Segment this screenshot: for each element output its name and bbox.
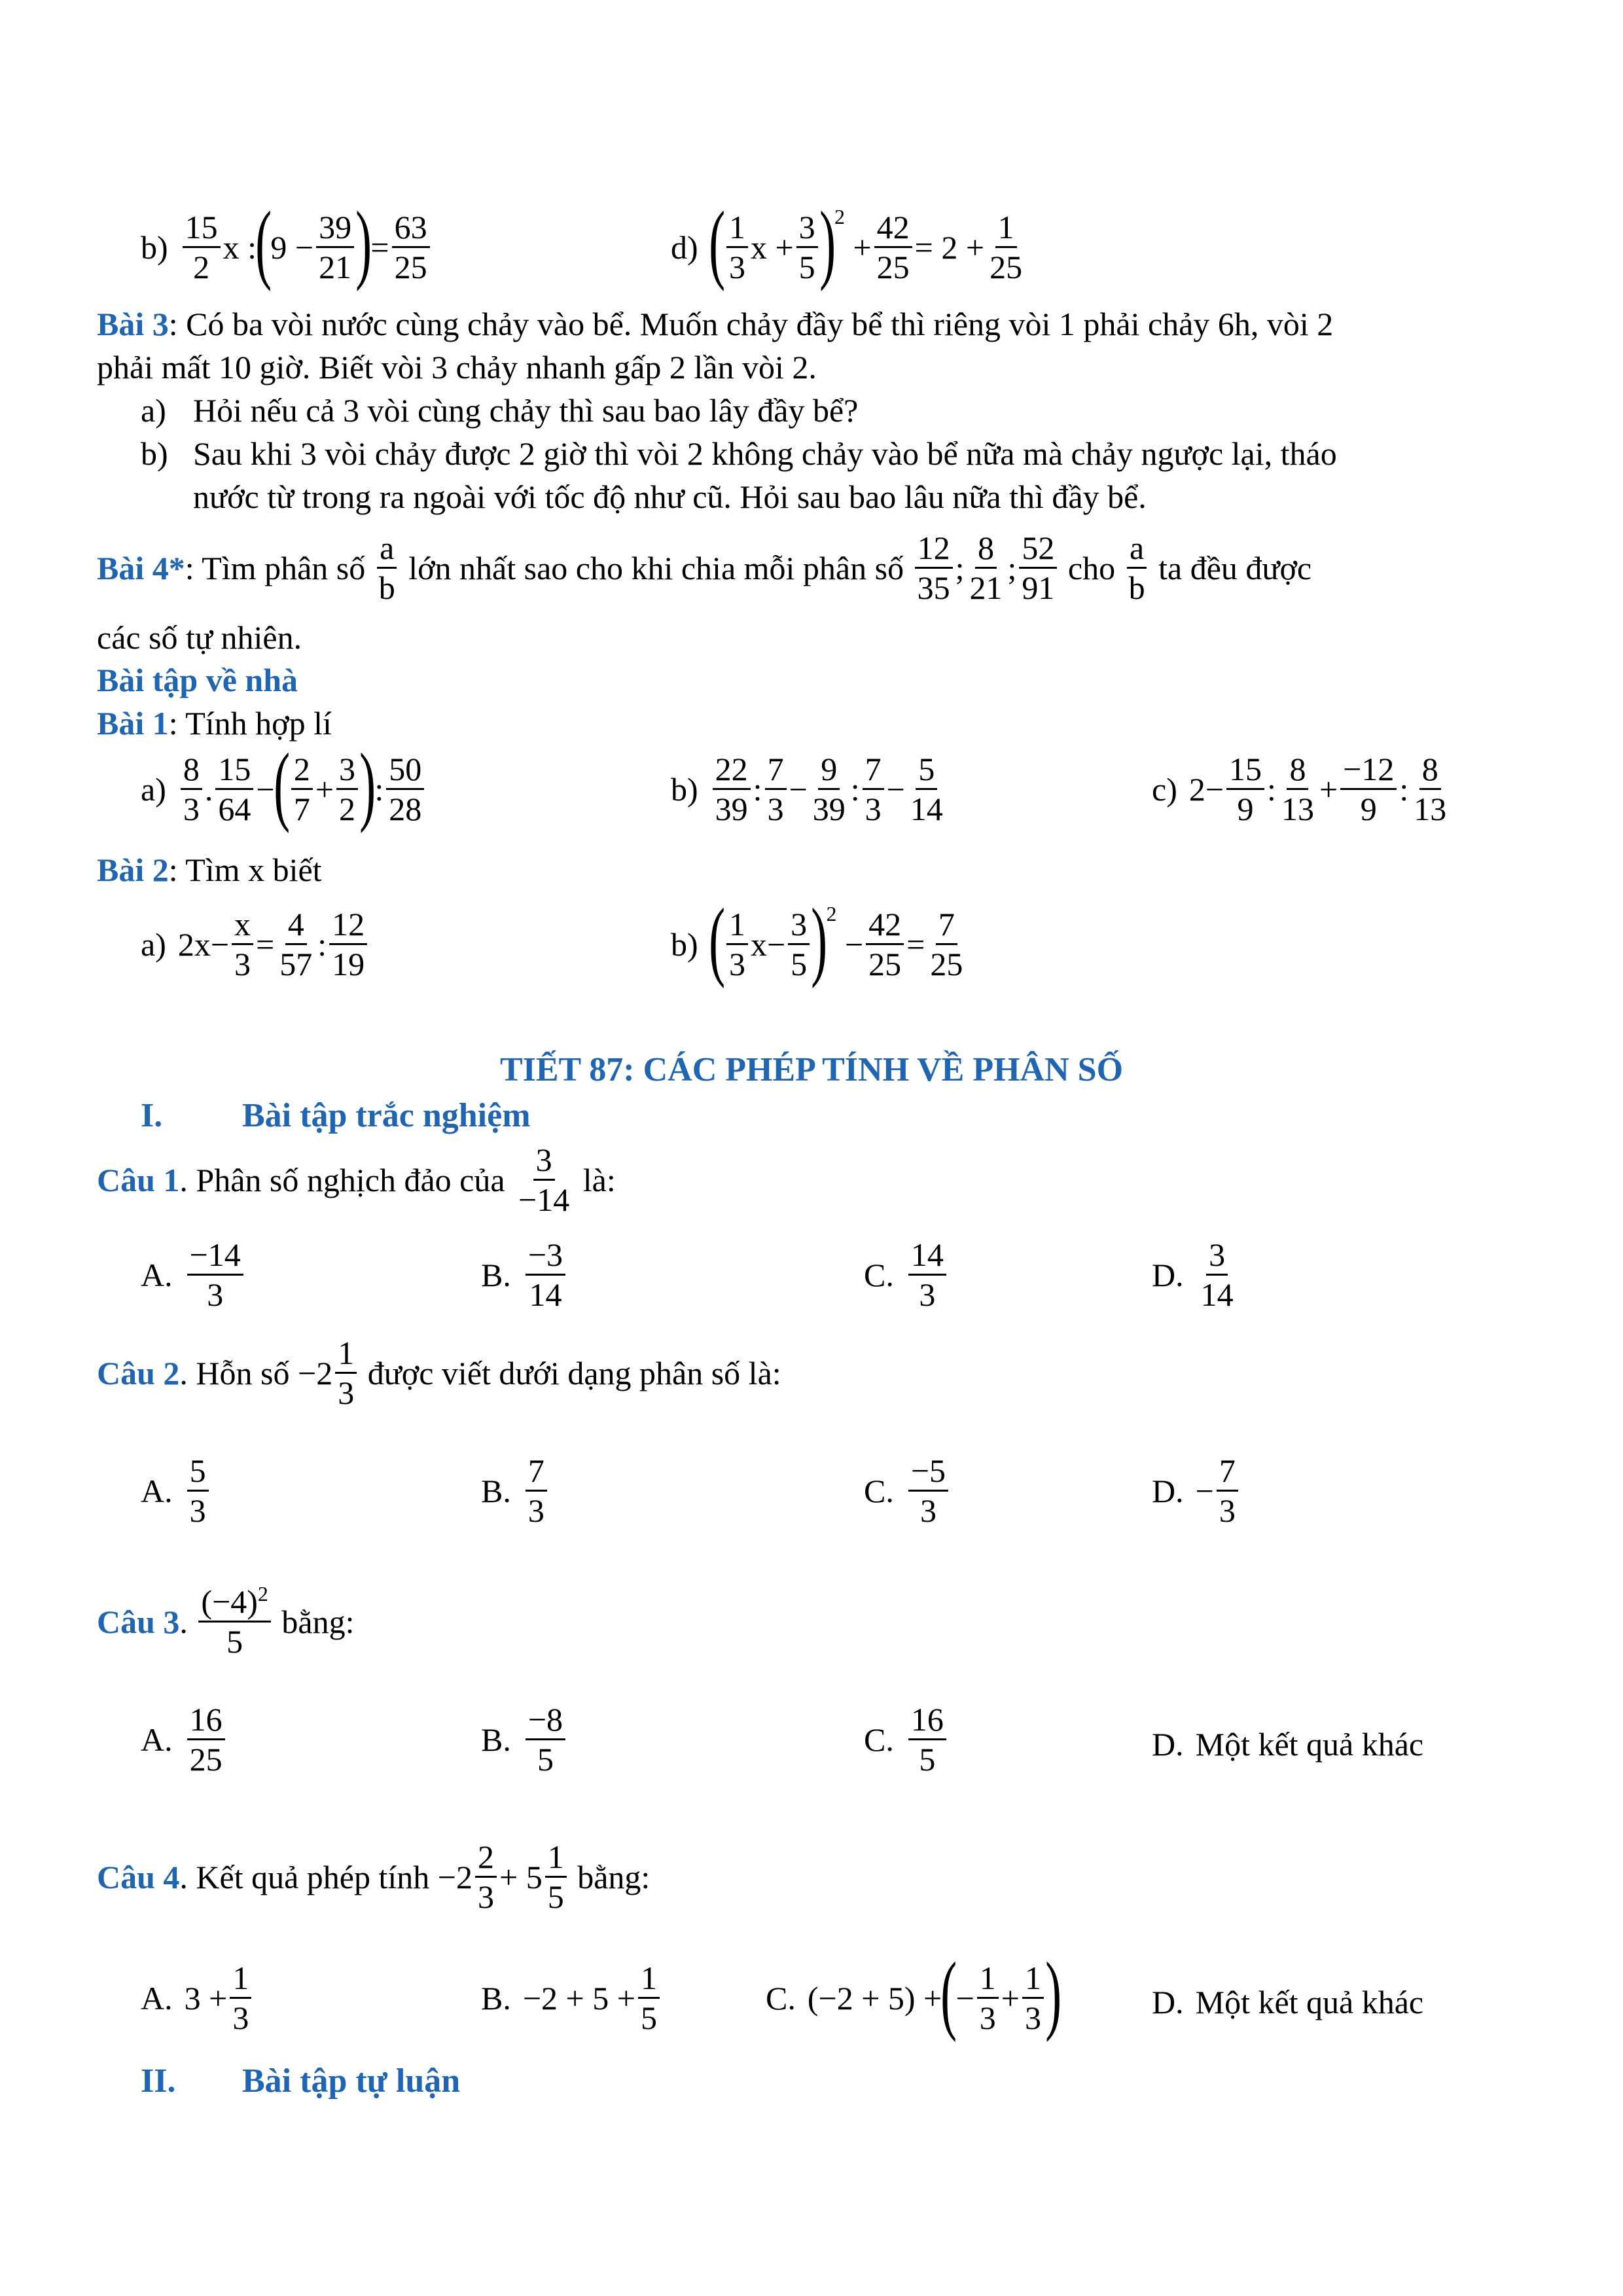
cau2-option-c[interactable]: C. $\frac{-5}{3}$ [864, 1453, 951, 1528]
hw-bai1-b: b) $\frac{22}{39}$ : $\frac{7}{3}$ − $\frac{9}{39}$ : $\frac{7}{3}$ − $\frac{5}{14}$ [671, 751, 943, 827]
bai3-line1: Bài 3: Có ba vòi nước cùng chảy vào bể. Muốn chảy đầy bể thì riêng vòi 1 phải chảy 6h, vòi 2 [97, 306, 1334, 342]
cau2-option-b[interactable]: B. $\frac{7}{3}$ [481, 1453, 550, 1528]
fraction: $\frac{1}{3}$ [726, 209, 748, 285]
cau1-question: Câu 1 . Phân số nghịch đảo của $\frac{3}{-14}$ là: [97, 1141, 616, 1218]
fraction: $\frac{a}{b}$ [376, 530, 398, 605]
cau4-option-d[interactable]: D. Một kết quả khác [1152, 1984, 1424, 2020]
cau2-option-a[interactable]: A. $\frac{5}{3}$ [141, 1453, 211, 1528]
cau4-option-a[interactable]: A. 3 + $\frac{1}{3}$ [141, 1960, 254, 2036]
bai4-title: Bài 4* [97, 549, 185, 586]
section-2: II. Bài tập tự luận [141, 2062, 461, 2100]
label: b) [141, 228, 168, 266]
fraction: $\frac{3}{5}$ [796, 209, 818, 285]
bai3-title: Bài 3 [97, 306, 169, 342]
cau2-question: Câu 2 . Hỗn số −2 $\frac{1}{3}$ được viết dưới dạng phân số là: [97, 1335, 781, 1411]
fraction: $\frac{63}{25}$ [392, 209, 430, 285]
fraction: $\frac{39}{21}$ [316, 209, 354, 285]
equation-d: d) ( $\frac{1}{3}$ x + $\frac{3}{5}$ ) 2 + $\frac{42}{25}$ = 2 + $\frac{1}{25}$ [671, 209, 1027, 285]
cau1-option-b[interactable]: B. $\frac{-3}{14}$ [481, 1237, 568, 1312]
cau1-option-c[interactable]: C. $\frac{14}{3}$ [864, 1237, 949, 1312]
hw-bai1-c: c) 2 − $\frac{15}{9}$ : $\frac{8}{13}$ + $\frac{-12}{9}$ : $\frac{8}{13}$ [1152, 751, 1447, 827]
fraction: $\frac{15}{2}$ [183, 209, 221, 285]
cau3-question: Câu 3 . $\frac{(-4)^2}{5}$ bằng: [97, 1582, 355, 1660]
bai3-b: b) Sau khi 3 vòi chảy được 2 giờ thì vòi 2 không chảy vào bể nữa mà chảy ngược lại, tháo [141, 435, 1337, 472]
fraction: $\frac{a}{b}$ [1126, 530, 1148, 605]
paren-open: ( [255, 194, 272, 293]
lesson-title: TIẾT 87: CÁC PHÉP TÍNH VỀ PHÂN SỐ [499, 1051, 1124, 1088]
label: d) [671, 228, 698, 266]
bai3-line2: phải mất 10 giờ. Biết vòi 3 chảy nhanh gấp 2 lần vòi 2. [97, 349, 817, 386]
cau1-option-d[interactable]: D. $\frac{3}{14}$ [1152, 1236, 1234, 1313]
homework-title: Bài tập về nhà [97, 662, 298, 698]
hw-bai1: Bài 1: Tính hợp lí [97, 705, 332, 742]
bai3-a: a) Hỏi nếu cả 3 vòi cùng chảy thì sau bao lây đầy bể? [141, 392, 859, 429]
hw-bai1-a: a) $\frac{8}{3}$ . $\frac{15}{64}$ − ( $\frac{2}{7}$ + $\frac{3}{2}$ ) : $\frac{50}{28}$ [141, 751, 427, 827]
cau4-option-b[interactable]: B. −2 + 5 + $\frac{1}{5}$ [481, 1960, 662, 2036]
hw-bai2-b: b) ( $\frac{1}{3}$ x − $\frac{3}{5}$ ) 2 − $\frac{42}{25}$ = $\frac{7}{25}$ [671, 891, 963, 990]
bai4-line1: Bài 4* : Tìm phân số $\frac{a}{b}$ lớn nhất sao cho khi chia mỗi phân số $\frac{12}{35}$ ; $\frac{8}{21}$ ; $\frac{52}{91}$ cho $\frac{a}{b}$ ta đều được [97, 529, 1312, 606]
cau3-option-b[interactable]: B. $\frac{-8}{5}$ [481, 1702, 568, 1777]
section-1: I. Bài tập trắc nghiệm [141, 1097, 531, 1134]
equation-b: b) $\frac{15}{2}$ x : ( 9 − $\frac{39}{21}$ ) = $\frac{63}{25}$ [141, 209, 433, 285]
cau3-option-c[interactable]: C. $\frac{16}{5}$ [864, 1702, 949, 1777]
bai3-b-cont: nước từ trong ra ngoài với tốc độ như cũ. Hỏi sau bao lâu nữa thì đầy bể. [193, 478, 1147, 515]
bai4-line2: các số tự nhiên. [97, 619, 302, 656]
cau3-option-a[interactable]: A. $\frac{16}{25}$ [141, 1702, 228, 1777]
cau2-option-d[interactable]: D. − $\frac{7}{3}$ [1152, 1453, 1241, 1528]
fraction: $\frac{1}{25}$ [990, 209, 1023, 285]
cau1-option-a[interactable]: A. $\frac{-14}{3}$ [141, 1237, 246, 1312]
hw-bai2: Bài 2: Tìm x biết [97, 852, 322, 888]
paren-close: ) [355, 194, 372, 293]
fraction: $\frac{42}{25}$ [874, 209, 912, 285]
cau4-option-c[interactable]: C. (−2 + 5) + ( − $\frac{1}{3}$ + $\frac{1}{3}$ ) [766, 1945, 1062, 2043]
cau4-question: Câu 4 . Kết quả phép tính −2 $\frac{2}{3}$ + 5 $\frac{1}{5}$ bằng: [97, 1839, 651, 1915]
cau3-option-d[interactable]: D. Một kết quả khác [1152, 1726, 1424, 1763]
hw-bai2-a: a) 2x − $\frac{x}{3}$ = $\frac{4}{57}$ : $\frac{12}{19}$ [141, 906, 370, 982]
